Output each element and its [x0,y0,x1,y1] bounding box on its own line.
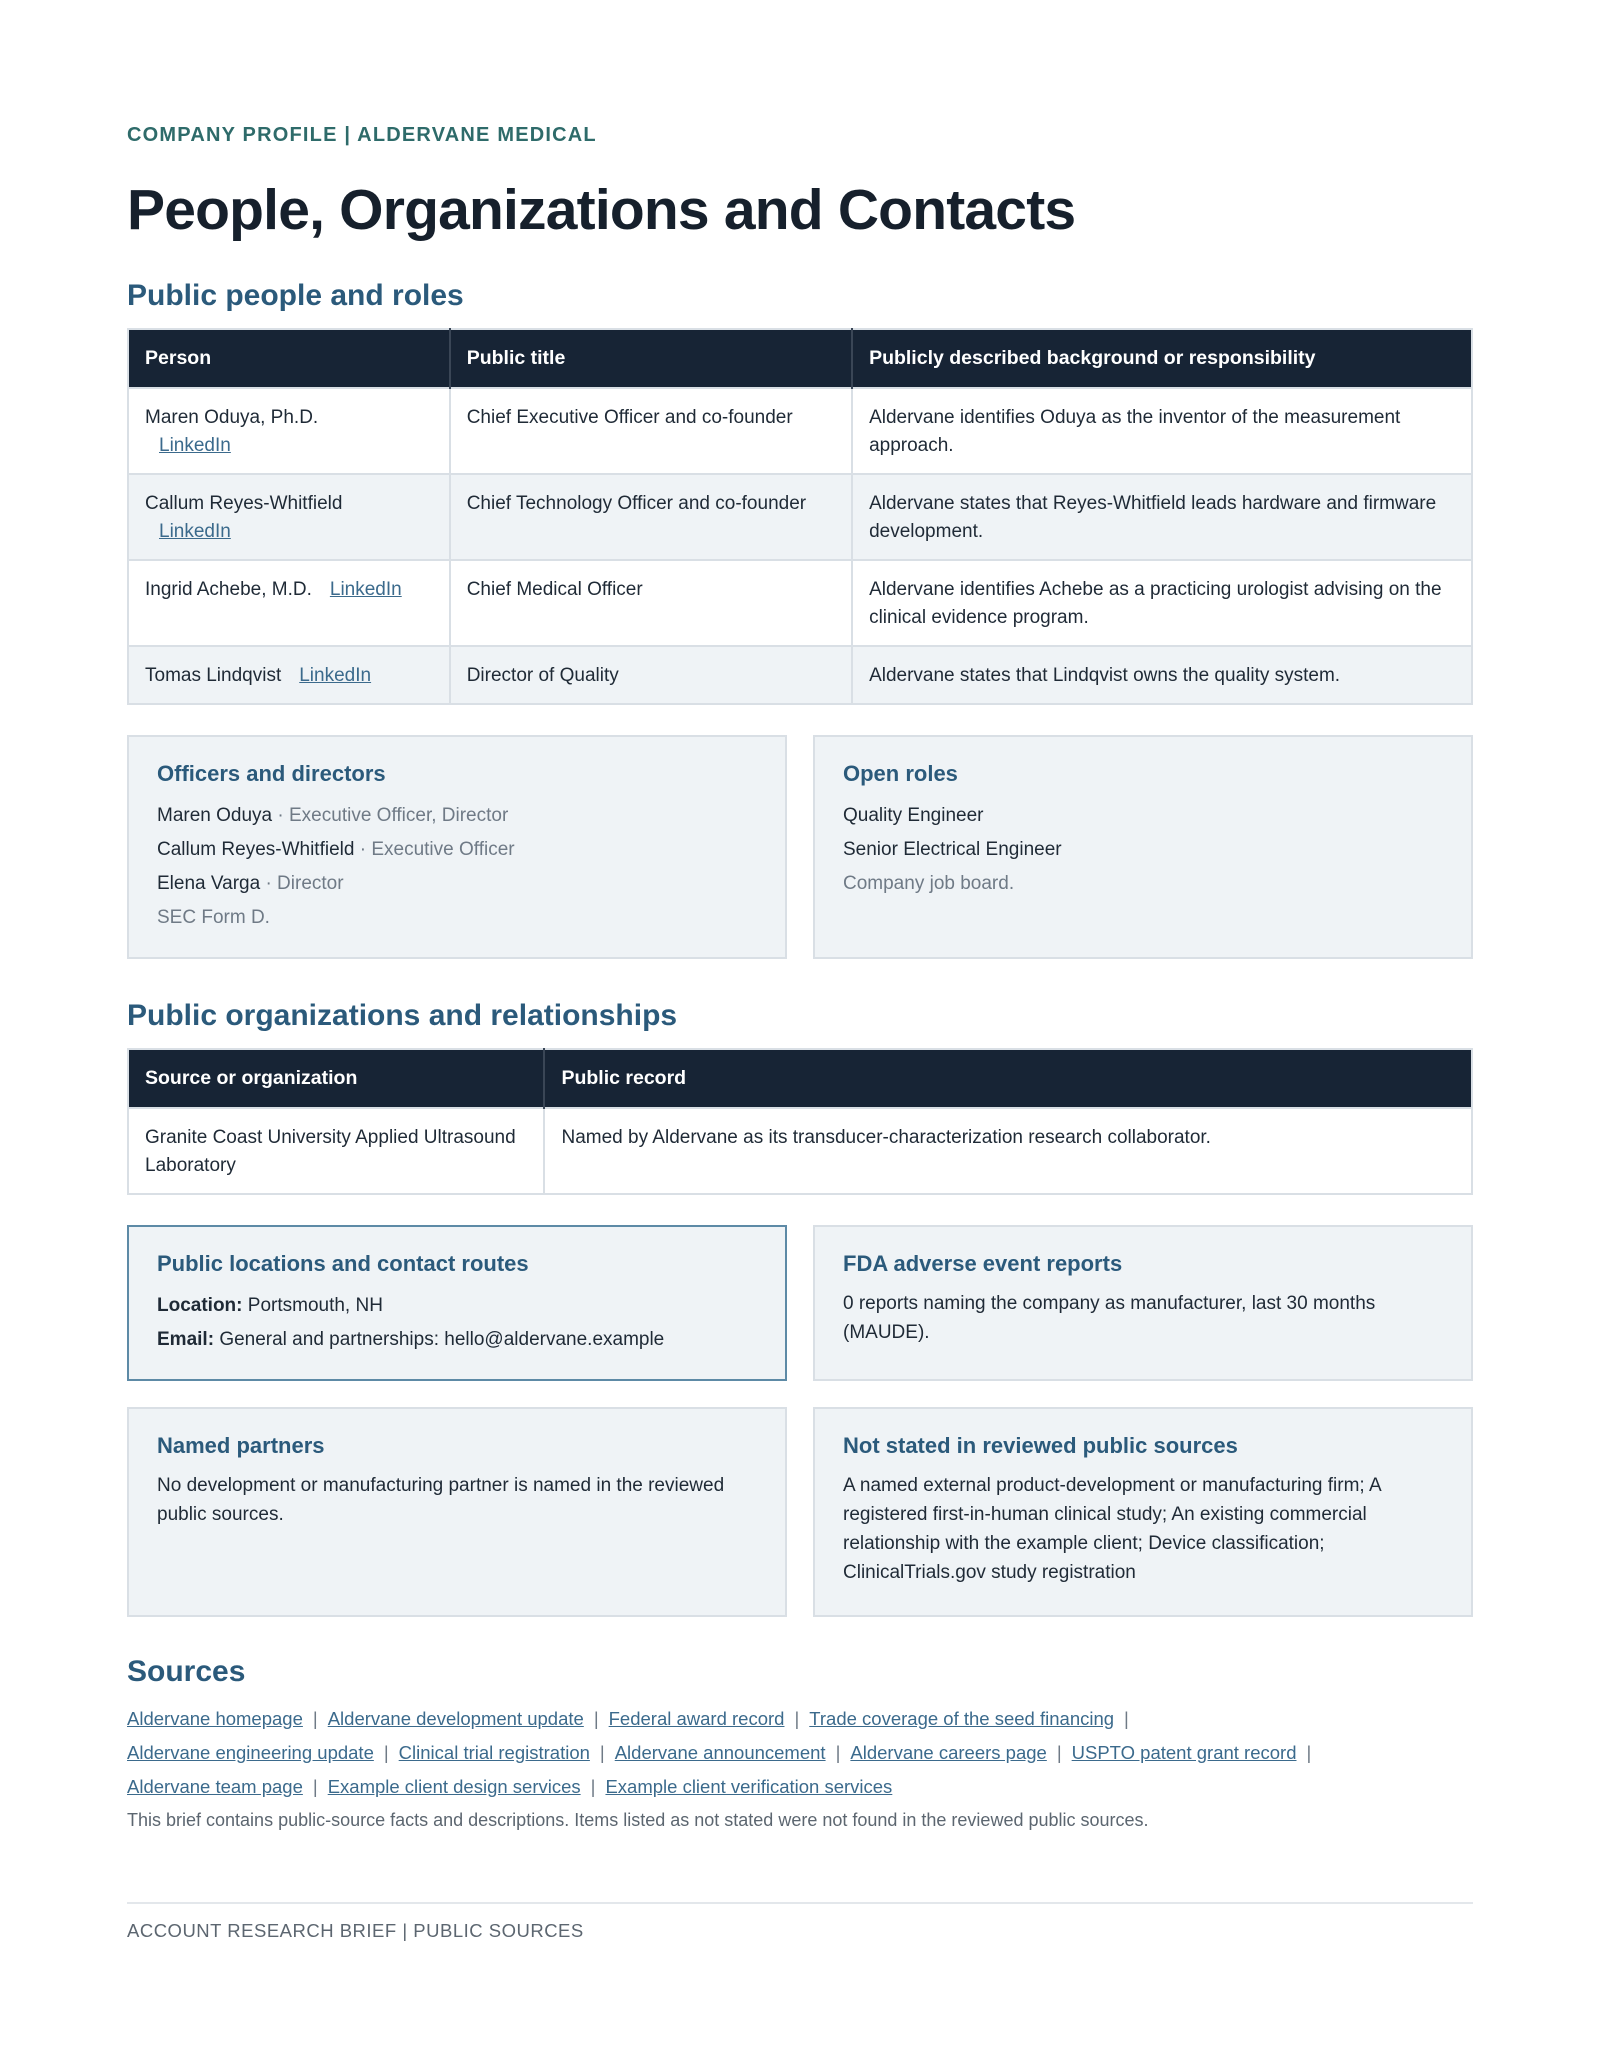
officer-name: Elena Varga [157,872,261,894]
sources-heading: Sources [127,1654,246,1688]
column-header: Public title [450,329,852,388]
linkedin-link[interactable]: LinkedIn [329,578,402,600]
person-name: Tomas Lindqvist [145,664,282,686]
officer-item [157,799,757,833]
eyebrow: COMPANY PROFILE | ALDERVANE MEDICAL [127,124,597,146]
officers-source: SEC Form D. [157,906,270,928]
person-name: Maren Oduya, Ph.D. [145,406,319,428]
person-cell [128,388,450,474]
person-name: Callum Reyes-Whitfield [145,492,343,514]
officer-name: Maren Oduya [157,804,273,826]
source-link[interactable]: Example client design services [327,1775,581,1797]
source-link[interactable]: Aldervane careers page [850,1741,1047,1763]
title-cell: Director of Quality [450,646,852,704]
source-link[interactable]: Example client verification services [605,1775,893,1797]
separator: | [590,1775,596,1797]
source-link[interactable]: Aldervane homepage [127,1707,303,1729]
locations-heading: Public locations and contact routes [157,1250,529,1276]
separator: | [835,1741,841,1763]
location-label: Location: [157,1294,243,1316]
officer-role: · Executive Officer, Director [272,804,509,826]
officer-item [157,867,757,901]
table-row [128,388,1472,474]
source-link[interactable]: Trade coverage of the seed financing [809,1707,1115,1729]
source-link[interactable]: Aldervane engineering update [127,1741,374,1763]
background-cell: Aldervane states that Reyes-Whitfield leads hardware and firmware development. [852,474,1472,560]
separator: | [593,1707,599,1729]
partners-notstated-row [127,1407,1473,1617]
separator: | [383,1741,389,1763]
column-header: Publicly described background or responsibility [852,329,1472,388]
partners-text: No development or manufacturing partner is named in the reviewed public sources. [157,1474,725,1525]
linkedin-link[interactable]: LinkedIn [159,434,231,456]
source-link[interactable]: USPTO patent grant record [1071,1741,1297,1763]
table-row [128,474,1472,560]
linkedin-link[interactable]: LinkedIn [159,520,231,542]
separator: | [1124,1707,1129,1729]
officers-card [127,735,787,959]
source-link[interactable]: Aldervane announcement [614,1741,826,1763]
title-cell: Chief Medical Officer [450,560,852,646]
separator: | [1306,1741,1312,1763]
column-header: Public record [544,1049,1472,1108]
page-title: People, Organizations and Contacts [127,178,1076,242]
title-cell: Chief Executive Officer and co-founder [450,388,852,474]
person-cell [128,646,450,704]
location-line [157,1289,757,1323]
officer-role: · Executive Officer [354,838,515,860]
not-stated-text: A named external product-development or manufacturing firm; A registered first-in-human clinical study; An existing commercial relationship with the example client; Device classification; ClinicalTrials.gov study registration [843,1474,1381,1583]
orgs-table [127,1048,1473,1195]
column-header: Source or organization [128,1049,544,1108]
officer-role: · Director [260,872,344,894]
email-value: General and partnerships: hello@aldervane.example [219,1328,665,1350]
source-link[interactable]: Clinical trial registration [398,1741,590,1763]
officers-heading: Officers and directors [157,760,386,786]
partners-card [127,1407,787,1617]
locations-card [127,1225,787,1381]
person-name: Ingrid Achebe, M.D. [145,578,312,600]
sources-note: This brief contains public-source facts and descriptions. Items listed as not stated were not found in the reviewed public sources. [127,1809,1149,1830]
source-link[interactable]: Aldervane development update [327,1707,584,1729]
not-stated-heading: Not stated in reviewed public sources [843,1432,1238,1458]
column-header: Person [128,329,450,388]
org-cell: Granite Coast University Applied Ultrasound Laboratory [128,1108,544,1194]
people-table-header [128,329,1472,388]
open-roles-card [813,735,1473,959]
background-cell: Aldervane identifies Achebe as a practicing urologist advising on the clinical evidence program. [852,560,1472,646]
open-role-item: Quality Engineer [843,804,984,826]
email-label: Email: [157,1328,215,1350]
officer-name: Callum Reyes-Whitfield [157,838,355,860]
sources-list [127,1702,1473,1804]
fda-card [813,1225,1473,1381]
location-value: Portsmouth, NH [247,1294,383,1316]
officer-item [157,833,757,867]
not-stated-card [813,1407,1473,1617]
source-link[interactable]: Federal award record [608,1707,785,1729]
people-heading: Public people and roles [127,278,464,312]
separator: | [312,1775,318,1797]
title-cell: Chief Technology Officer and co-founder [450,474,852,560]
person-cell [128,474,450,560]
fda-heading: FDA adverse event reports [843,1250,1123,1276]
table-row [128,560,1472,646]
orgs-heading: Public organizations and relationships [127,998,678,1032]
background-cell: Aldervane identifies Oduya as the inventor of the measurement approach. [852,388,1472,474]
partners-heading: Named partners [157,1432,325,1458]
table-row [128,646,1472,704]
separator: | [599,1741,605,1763]
fda-text: 0 reports naming the company as manufacturer, last 30 months (MAUDE). [843,1292,1376,1343]
record-cell: Named by Aldervane as its transducer-characterization research collaborator. [544,1108,1472,1194]
contact-fda-row [127,1225,1473,1381]
separator: | [312,1707,318,1729]
separator: | [1056,1741,1062,1763]
orgs-table-header [128,1049,1472,1108]
open-roles-heading: Open roles [843,760,958,786]
open-roles-source: Company job board. [843,872,1015,894]
email-line [157,1323,757,1357]
source-link[interactable]: Aldervane team page [127,1775,303,1797]
page-footer: ACCOUNT RESEARCH BRIEF | PUBLIC SOURCES [127,1902,1473,1942]
linkedin-link[interactable]: LinkedIn [299,664,372,686]
officers-roles-row [127,735,1473,959]
people-table [127,328,1473,705]
separator: | [794,1707,800,1729]
background-cell: Aldervane states that Lindqvist owns the quality system. [852,646,1472,704]
table-row [128,1108,1472,1194]
open-role-item: Senior Electrical Engineer [843,838,1062,860]
person-cell [128,560,450,646]
